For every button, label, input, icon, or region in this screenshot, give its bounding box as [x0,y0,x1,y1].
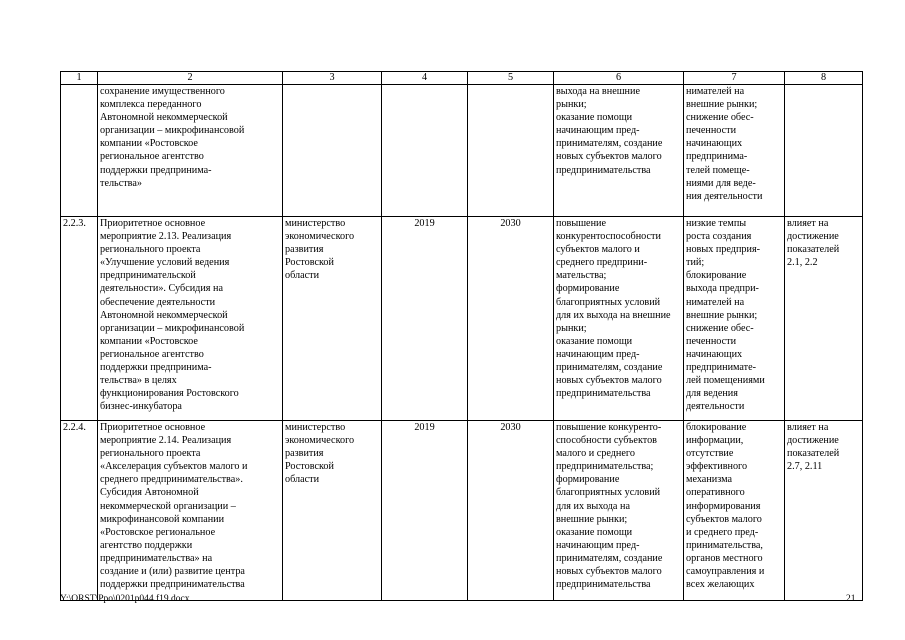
cell-text-line: повышение конкуренто- [556,422,662,433]
start-year-cell [382,421,468,601]
cell-text: 2019 [414,422,435,433]
cell-text-line: тий; [686,257,705,269]
cell-text-line: эффективного [686,461,748,473]
cell-text-line: новых субъектов малого [556,566,662,578]
column-number: 5 [468,72,554,85]
cell-text-line: области [285,270,320,282]
cell-text-line: роста создания [686,231,752,243]
end-year-cell [468,85,554,217]
cell-text-line: Ростовской [285,461,334,473]
cell-text-line: регионального проекта [100,244,201,256]
cell-text-line: Автономной некоммерческой [100,309,228,321]
executor-cell [283,421,382,601]
cell-text-line: Субсидия Автономной [100,487,199,499]
executor-cell [283,85,382,217]
cell-text-line: агентство поддержки [100,539,193,551]
cell-text-line: влияет на [787,218,829,229]
executor-cell [283,217,382,421]
cell-text-line: для их выхода на [556,500,630,512]
cell-text-line: поддержки предпринимательства [100,579,245,591]
cell-text-line: рынки; [556,99,587,111]
cell-text-line: низкие темпы [686,218,747,229]
measure-name-cell [98,217,283,421]
cell-text-line: региональное агентство [100,151,204,163]
cell-text-line: министерство [285,218,346,229]
cell-text-line: влияет на [787,422,829,433]
cell-text-line: организации – микрофинансовой [100,125,245,137]
page-number: 21 [846,594,856,604]
cell-text-line: тельства» [100,177,142,189]
document-file-path: Y:\ORST\Ppo\0201p044.f19.docx [60,594,190,604]
cell-text-line: блокирование [686,270,747,282]
cell-text-line: начинающим пред- [556,539,640,551]
cell-text-line: для их выхода на внешние [556,309,671,321]
non-implementation-consequences-cell [684,217,785,421]
cell-text-line: начинающим пред- [556,348,640,360]
cell-text-line: начинающим пред- [556,125,640,137]
cell-text-line: деятельности [686,401,745,413]
cell-text-line: развития [285,244,324,256]
cell-text-line: обеспечение деятельности [100,296,216,308]
cell-text-line: нимателей на [686,296,745,308]
cell-text-line: сохранение имущественного [100,86,225,97]
cell-text-line: всех желающих [686,579,755,591]
cell-text-line: повышение [556,218,606,229]
cell-text-line: формирование [556,283,620,295]
cell-text-line: внешние рынки; [686,99,758,111]
end-year-cell [468,217,554,421]
cell-text-line: отсутствие [686,448,734,460]
cell-text-line: органов местного [686,552,763,564]
table-row [61,421,863,601]
cell-text-line: компании «Ростовское [100,138,198,150]
cell-text-line: благоприятных условий [556,487,661,499]
cell-text-line: принимателям, создание [556,552,663,564]
cell-text-line: достижение [787,435,839,447]
cell-text-line: субъектов малого [686,513,762,525]
expected-result-cell [554,217,684,421]
cell-text-line: Автономной некоммерческой [100,112,228,124]
cell-text-line: Приоритетное основное [100,218,206,229]
cell-text-line: новых предприя- [686,244,761,256]
cell-text-line: экономического [285,231,355,243]
measure-number-cell [61,217,98,421]
cell-text-line: бизнес-инкубатора [100,401,182,413]
cell-text-line: «Ростовское региональное [100,526,216,538]
cell-text-line: микрофинансовой компании [100,513,225,525]
cell-text-line: новых субъектов малого [556,151,662,163]
cell-text: 2.2.4. [63,422,86,433]
column-number: 2 [98,72,283,85]
cell-text-line: предпринимательства» на [100,552,213,564]
cell-text-line: создание и (или) развитие центра [100,566,245,578]
cell-text-line: оперативного [686,487,745,499]
cell-text-line: предпринимательства [556,164,651,176]
column-number: 6 [554,72,684,85]
column-number: 1 [61,72,98,85]
cell-text-line: мероприятие 2.13. Реализация [100,231,232,243]
cell-text-line: 2.1, 2.2 [787,257,818,269]
cell-text-line: нимателей на [686,86,745,97]
cell-text-line: информации, [686,435,744,447]
cell-text-line: некоммерческой организации – [100,500,236,512]
cell-text-line: ниями для веде- [686,177,756,189]
start-year-cell [382,85,468,217]
cell-text-line: предпринимательской [100,270,196,282]
cell-text-line: оказание помощи [556,335,633,347]
cell-text-line: благоприятных условий [556,296,661,308]
cell-text-line: начинающих [686,138,743,150]
cell-text-line: для ведения [686,388,738,400]
cell-text-line: конкурентоспособности [556,231,661,243]
table-row [61,217,863,421]
cell-text-line: «Улучшение условий ведения [100,257,230,269]
cell-text-line: области [285,474,320,486]
cell-text-line: тельства» в целях [100,375,177,387]
cell-text: 2030 [500,422,521,433]
cell-text-line: регионального проекта [100,448,201,460]
cell-text-line: блокирование [686,422,747,433]
cell-text-line: 2.7, 2.11 [787,461,823,473]
cell-text: 2030 [500,218,521,229]
cell-text-line: новых субъектов малого [556,375,662,387]
measure-name-cell [98,85,283,217]
column-number: 7 [684,72,785,85]
table-row [61,85,863,217]
cell-text-line: малого и среднего [556,448,635,460]
cell-text-line: рынки; [556,322,587,334]
indicator-link-cell [785,85,863,217]
indicator-link-cell [785,421,863,601]
cell-text-line: внешние рынки; [556,513,628,525]
cell-text-line: предпринимательства [556,388,651,400]
program-measures-table [60,71,863,601]
cell-text-line: деятельности». Субсидия на [100,283,224,295]
cell-text-line: мероприятие 2.14. Реализация [100,435,232,447]
cell-text-line: предпринимательства [556,579,651,591]
cell-text-line: принимателям, создание [556,362,663,374]
cell-text: 2019 [414,218,435,229]
cell-text-line: достижение [787,231,839,243]
column-number-row [61,72,863,85]
cell-text: 2.2.3. [63,218,86,229]
cell-text-line: оказание помощи [556,112,633,124]
cell-text-line: субъектов малого и [556,244,640,256]
cell-text-line: выхода предпри- [686,283,759,295]
cell-text-line: организации – микрофинансовой [100,322,245,334]
cell-text-line: ния деятельности [686,190,763,202]
cell-text-line: и среднего пред- [686,526,759,538]
cell-text-line: поддержки предпринима- [100,362,212,374]
start-year-cell [382,217,468,421]
indicator-link-cell [785,217,863,421]
column-number: 3 [283,72,382,85]
cell-text-line: печенности [686,125,737,137]
cell-text-line: предпринимательства; [556,461,654,473]
cell-text-line: способности субъектов [556,435,657,447]
cell-text-line: механизма [686,474,732,486]
column-number: 4 [382,72,468,85]
cell-text-line: экономического [285,435,355,447]
cell-text-line: поддержки предпринима- [100,164,212,176]
cell-text-line: принимательства, [686,539,763,551]
cell-text-line: снижение обес- [686,112,754,124]
cell-text-line: принимателям, создание [556,138,663,150]
cell-text-line: оказание помощи [556,526,633,538]
cell-text-line: региональное агентство [100,348,204,360]
measure-name-cell [98,421,283,601]
cell-text-line: Приоритетное основное [100,422,206,433]
cell-text-line: печенности [686,335,737,347]
cell-text-line: среднего предпринимательства». [100,474,243,486]
cell-text-line: самоуправления и [686,566,765,578]
cell-text-line: развития [285,448,324,460]
cell-text-line: «Акселерация субъектов малого и [100,461,248,473]
column-number: 8 [785,72,863,85]
cell-text-line: среднего предприни- [556,257,648,269]
cell-text-line: выхода на внешние [556,86,640,97]
cell-text-line: телей помеще- [686,164,750,176]
cell-text-line: комплекса переданного [100,99,202,111]
cell-text-line: мательства; [556,270,607,282]
cell-text-line: функционирования Ростовского [100,388,239,400]
cell-text-line: формирование [556,474,620,486]
cell-text-line: лей помещениями [686,375,765,387]
cell-text-line: предпринимате- [686,362,757,374]
measure-number-cell [61,85,98,217]
end-year-cell [468,421,554,601]
cell-text-line: снижение обес- [686,322,754,334]
cell-text-line: внешние рынки; [686,309,758,321]
cell-text-line: начинающих [686,348,743,360]
measure-number-cell [61,421,98,601]
expected-result-cell [554,85,684,217]
cell-text-line: предпринима- [686,151,748,163]
non-implementation-consequences-cell [684,85,785,217]
non-implementation-consequences-cell [684,421,785,601]
expected-result-cell [554,421,684,601]
cell-text-line: информирования [686,500,761,512]
cell-text-line: компании «Ростовское [100,335,198,347]
cell-text-line: Ростовской [285,257,334,269]
cell-text-line: показателей [787,244,840,256]
cell-text-line: показателей [787,448,840,460]
cell-text-line: министерство [285,422,346,433]
